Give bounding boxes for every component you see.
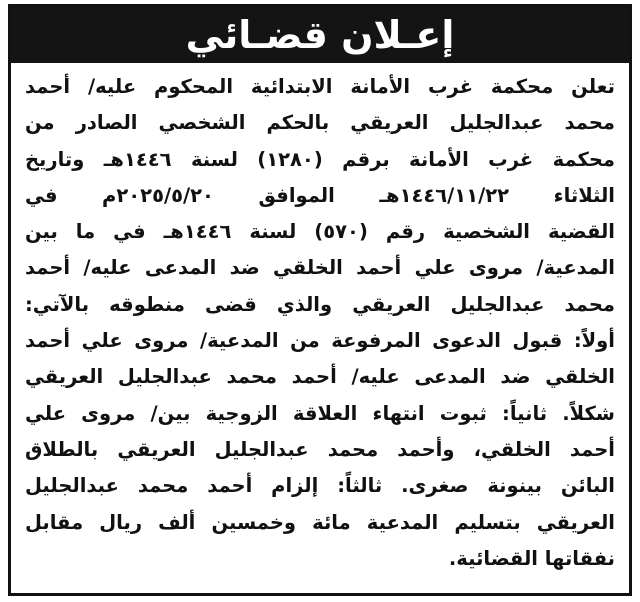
notice-line: المدعية/ مروى علي أحمد الخلقي ضد المدعى عليه/ أحمد	[25, 256, 615, 280]
notice-line: أحمد الخلقي، وأحمد محمد عبدالجليل العريقي بالطلاق	[25, 437, 615, 461]
notice-line: العريقي بتسليم المدعية مائة وخمسين ألف ريال مقابل	[25, 510, 615, 534]
notice-line: تعلن محكمة غرب الأمانة الابتدائية المحكوم عليه/ أحمد	[25, 75, 615, 98]
notice-title: إعـلان قضـائي	[185, 13, 455, 57]
notice-line: أولاً: قبول الدعوى المرفوعة من المدعية/ مروى علي أحمد	[25, 329, 615, 353]
notice-line: محمد عبدالجليل العريقي بالحكم الشخصي الصادر من	[25, 111, 615, 135]
notice-body	[25, 69, 615, 577]
notice-line: الخلقي ضد المدعى عليه/ أحمد محمد عبدالجليل العريقي	[25, 365, 615, 389]
notice-line: القضية الشخصية رقم (٥٧٠) لسنة ١٤٤٦هـ في ما بين	[25, 220, 615, 244]
notice-line: الثلاثاء ١٤٤٦/١١/٢٢هـ الموافق ٢٠٢٥/٥/٢٠م في	[25, 183, 615, 207]
notice-header-bar	[11, 7, 629, 63]
notice-line: محمد عبدالجليل العريقي والذي قضى منطوقه بالآتي:	[25, 292, 615, 316]
notice-line: محكمة غرب الأمانة برقم (١٢٨٠) لسنة ١٤٤٦هـ وتاريخ	[25, 147, 615, 171]
notice-line: نفقاتها القضائية.	[448, 546, 615, 570]
notice-line: البائن بينونة صغرى. ثالثاً: إلزام أحمد محمد عبدالجليل	[25, 474, 615, 498]
court-notice	[8, 4, 632, 596]
notice-line: شكلاً. ثانياً: ثبوت انتهاء العلاقة الزوجية بين/ مروى علي	[25, 401, 615, 425]
